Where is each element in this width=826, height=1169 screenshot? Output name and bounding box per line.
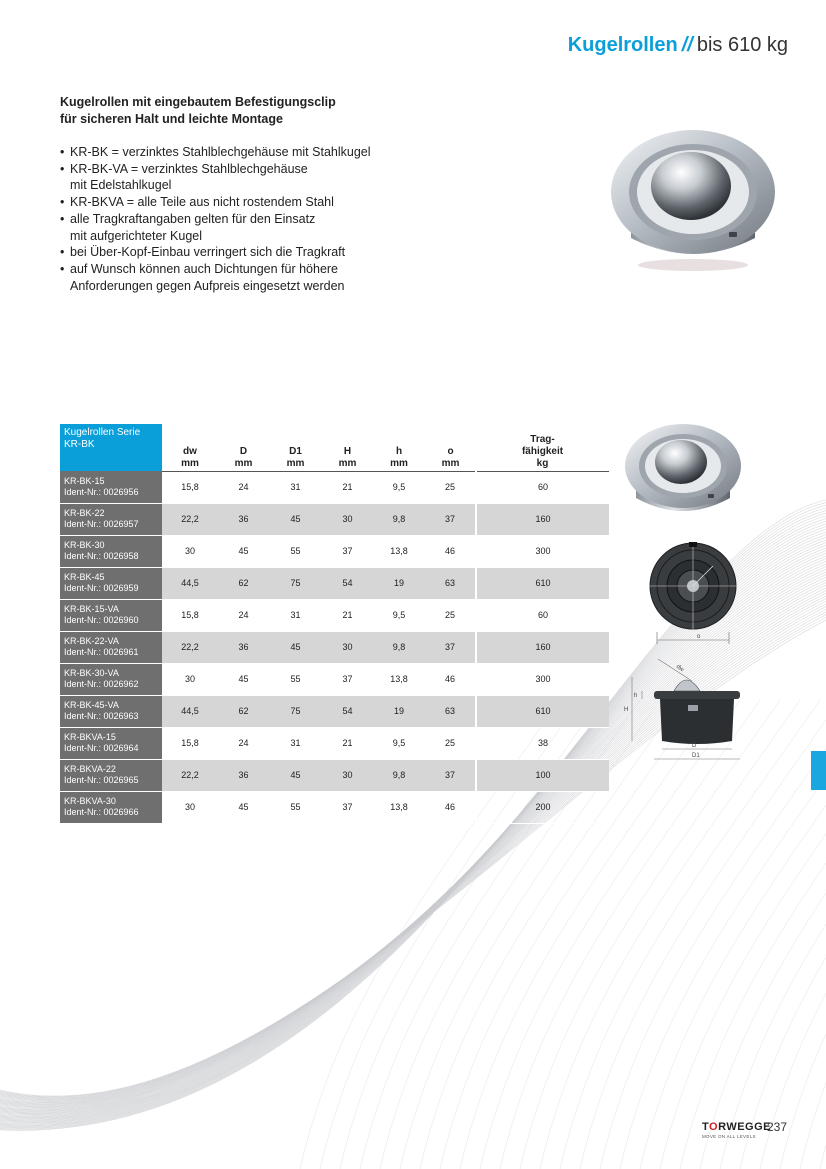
page-title-separator: // — [681, 34, 693, 56]
product-ident-number: Ident-Nr.: 0026963 — [64, 711, 139, 721]
value-cell: 30 — [162, 535, 218, 567]
product-cell — [60, 791, 162, 823]
value-cell: 31 — [269, 727, 322, 759]
value-cell: 25 — [425, 471, 476, 503]
value-cell: 300 — [476, 535, 609, 567]
column-header-line: mm — [338, 457, 357, 469]
series-label-line: KR-BK — [64, 439, 95, 450]
feature-list-item — [60, 211, 400, 244]
product-ident-number: Ident-Nr.: 0026965 — [64, 775, 139, 785]
feature-list-item — [60, 261, 400, 294]
column-header-line: D — [239, 445, 248, 457]
value-cell: 15,8 — [162, 599, 218, 631]
value-cell: 9,5 — [373, 727, 425, 759]
product-cell — [60, 471, 162, 503]
value-cell: 36 — [218, 503, 269, 535]
value-cell: 37 — [425, 759, 476, 791]
product-name: KR-BK-22 — [64, 508, 105, 518]
page-title-sub: bis 610 kg — [696, 34, 788, 56]
column-header — [476, 424, 609, 471]
column-header-line: h — [395, 445, 403, 457]
product-name: KR-BKVA-30 — [64, 796, 116, 806]
product-name: KR-BKVA-22 — [64, 764, 116, 774]
technical-drawing-side-view — [622, 655, 752, 767]
dimension-label-h: h — [634, 693, 638, 699]
column-header-line: mm — [286, 457, 305, 469]
product-ident-number: Ident-Nr.: 0026966 — [64, 807, 139, 817]
product-ident-number: Ident-Nr.: 0026960 — [64, 615, 139, 625]
value-cell: 44,5 — [162, 695, 218, 727]
value-cell: 75 — [269, 695, 322, 727]
page-title — [568, 34, 788, 57]
dimension-label-D1: D1 — [692, 753, 700, 759]
column-header-line: o — [447, 445, 454, 457]
value-cell: 62 — [218, 567, 269, 599]
value-cell: 60 — [476, 599, 609, 631]
specification-table — [60, 424, 609, 824]
value-cell: 30 — [322, 631, 373, 663]
value-cell: 25 — [425, 727, 476, 759]
feature-list-item-line: • bei Über-Kopf-Einbau verringert sich die Tragkraft — [70, 245, 346, 260]
value-cell: 610 — [476, 695, 609, 727]
product-cell — [60, 663, 162, 695]
brand-tagline: MOVE ON ALL LEVELS — [702, 1134, 756, 1139]
ball-transfer-unit-thumbnail — [622, 420, 744, 522]
page-title-main: Kugelrollen — [567, 34, 678, 56]
feature-list-item-line: • alle Tragkraftangaben gelten für den Einsatz — [70, 211, 316, 226]
table-row — [60, 535, 609, 567]
dimension-label-dw: dw — [674, 663, 685, 674]
brand-wordmark-part: RWEGGE — [718, 1121, 772, 1133]
column-header — [322, 424, 373, 471]
column-header — [269, 424, 322, 471]
value-cell: 21 — [322, 471, 373, 503]
value-cell: 45 — [218, 791, 269, 823]
value-cell: 22,2 — [162, 759, 218, 791]
table-row — [60, 471, 609, 503]
product-ident-number: Ident-Nr.: 0026958 — [64, 551, 139, 561]
value-cell: 24 — [218, 471, 269, 503]
value-cell: 46 — [425, 535, 476, 567]
column-header-line: kg — [536, 457, 549, 469]
chapter-marker-tab — [811, 751, 826, 790]
value-cell: 21 — [322, 599, 373, 631]
intro-headline — [60, 94, 400, 128]
column-header-line: mm — [390, 457, 408, 469]
product-ident-number: Ident-Nr.: 0026961 — [64, 647, 139, 657]
value-cell: 31 — [269, 471, 322, 503]
table-row — [60, 695, 609, 727]
table-header-row — [60, 424, 609, 471]
value-cell: 37 — [322, 535, 373, 567]
value-cell: 30 — [162, 663, 218, 695]
value-cell: 62 — [218, 695, 269, 727]
product-name: KR-BK-30 — [64, 540, 105, 550]
product-cell — [60, 695, 162, 727]
column-header-line: fähigkeit — [521, 445, 564, 457]
column-header-line: H — [343, 445, 352, 457]
table-row — [60, 727, 609, 759]
value-cell: 38 — [476, 727, 609, 759]
value-cell: 610 — [476, 567, 609, 599]
value-cell: 45 — [269, 759, 322, 791]
value-cell: 37 — [425, 631, 476, 663]
product-name: KR-BK-15 — [64, 475, 105, 486]
product-cell — [60, 631, 162, 663]
column-header — [373, 424, 425, 471]
product-cell — [60, 759, 162, 791]
column-header-line: Trag- — [530, 433, 555, 445]
dimension-label-o: o — [697, 634, 701, 640]
feature-list-item-line: • KR-BK-VA = verzinktes Stahlblechgehäuse — [70, 161, 308, 176]
value-cell: 31 — [269, 599, 322, 631]
series-label — [60, 424, 162, 471]
feature-list-item-line: Anforderungen gegen Aufpreis eingesetzt werden — [70, 278, 345, 293]
feature-list-item-line: • KR-BK = verzinktes Stahlblechgehäuse mit Stahlkugel — [70, 145, 371, 159]
column-header — [218, 424, 269, 471]
value-cell: 160 — [476, 631, 609, 663]
feature-list-item-line: mit Edelstahlkugel — [70, 178, 172, 193]
value-cell: 37 — [322, 791, 373, 823]
product-cell — [60, 535, 162, 567]
table-body — [60, 471, 609, 823]
product-name: KR-BKVA-15 — [64, 732, 116, 742]
value-cell: 22,2 — [162, 631, 218, 663]
value-cell: 45 — [269, 631, 322, 663]
table-row — [60, 631, 609, 663]
technical-drawing-bottom-view — [645, 540, 745, 650]
product-ident-number: Ident-Nr.: 0026956 — [64, 486, 139, 497]
value-cell: 160 — [476, 503, 609, 535]
value-cell: 100 — [476, 759, 609, 791]
value-cell: 63 — [425, 695, 476, 727]
value-cell: 300 — [476, 663, 609, 695]
brand-wordmark — [702, 1121, 771, 1133]
product-ident-number: Ident-Nr.: 0026959 — [64, 583, 139, 593]
value-cell: 55 — [269, 663, 322, 695]
product-cell — [60, 727, 162, 759]
value-cell: 9,8 — [373, 759, 425, 791]
brand-wordmark-part: T — [702, 1121, 710, 1133]
value-cell: 55 — [269, 791, 322, 823]
value-cell: 13,8 — [373, 535, 425, 567]
value-cell: 54 — [322, 695, 373, 727]
series-label-line: Kugelrollen Serie — [64, 427, 141, 438]
value-cell: 9,8 — [373, 503, 425, 535]
value-cell: 24 — [218, 599, 269, 631]
table-row — [60, 599, 609, 631]
table-row — [60, 791, 609, 823]
intro-headline-line: für sicheren Halt und leichte Montage — [60, 112, 283, 126]
ball-transfer-unit-photo — [603, 120, 781, 278]
table-row — [60, 663, 609, 695]
table-row — [60, 503, 609, 535]
value-cell: 54 — [322, 567, 373, 599]
intro-headline-line: Kugelrollen mit eingebautem Befestigungsclip — [60, 95, 336, 109]
value-cell: 21 — [322, 727, 373, 759]
dimension-label-D: D — [692, 743, 697, 749]
value-cell: 15,8 — [162, 727, 218, 759]
value-cell: 15,8 — [162, 471, 218, 503]
product-name: KR-BK-15-VA — [64, 604, 119, 614]
value-cell: 63 — [425, 567, 476, 599]
product-ident-number: Ident-Nr.: 0026964 — [64, 743, 139, 753]
feature-list-item — [60, 244, 400, 261]
value-cell: 13,8 — [373, 663, 425, 695]
product-cell — [60, 503, 162, 535]
value-cell: 30 — [162, 791, 218, 823]
feature-list-item-line: mit aufgerichteter Kugel — [70, 228, 203, 243]
value-cell: 25 — [425, 599, 476, 631]
table-row — [60, 759, 609, 791]
value-cell: 37 — [322, 663, 373, 695]
column-header — [425, 424, 476, 471]
value-cell: 19 — [373, 567, 425, 599]
feature-list-item-line: • auf Wunsch können auch Dichtungen für höhere — [70, 261, 339, 276]
value-cell: 9,5 — [373, 471, 425, 503]
value-cell: 36 — [218, 631, 269, 663]
value-cell: 46 — [425, 791, 476, 823]
feature-list-item — [60, 194, 400, 211]
value-cell: 55 — [269, 535, 322, 567]
product-name: KR-BK-45-VA — [64, 700, 119, 710]
brand-wordmark-accent: O — [709, 1121, 719, 1133]
column-header — [162, 424, 218, 471]
value-cell: 9,8 — [373, 631, 425, 663]
feature-list — [60, 144, 400, 294]
value-cell: 60 — [476, 471, 609, 503]
value-cell: 44,5 — [162, 567, 218, 599]
column-header-line: mm — [234, 457, 253, 469]
page-number: 237 — [767, 1120, 788, 1134]
value-cell: 30 — [322, 759, 373, 791]
value-cell: 13,8 — [373, 791, 425, 823]
column-header-line: mm — [441, 457, 460, 469]
product-ident-number: Ident-Nr.: 0026957 — [64, 519, 139, 529]
product-name: KR-BK-45 — [64, 572, 105, 582]
value-cell: 22,2 — [162, 503, 218, 535]
column-header-line: mm — [181, 457, 199, 469]
product-name: KR-BK-30-VA — [64, 668, 119, 678]
table-row — [60, 567, 609, 599]
value-cell: 37 — [425, 503, 476, 535]
value-cell: 36 — [218, 759, 269, 791]
product-cell — [60, 599, 162, 631]
value-cell: 46 — [425, 663, 476, 695]
product-cell — [60, 567, 162, 599]
value-cell: 30 — [322, 503, 373, 535]
value-cell: 45 — [269, 503, 322, 535]
feature-list-item — [60, 161, 400, 194]
product-ident-number: Ident-Nr.: 0026962 — [64, 679, 139, 689]
value-cell: 19 — [373, 695, 425, 727]
feature-list-item — [60, 144, 400, 161]
value-cell: 45 — [218, 535, 269, 567]
column-header-line: dw — [183, 445, 197, 457]
value-cell: 45 — [218, 663, 269, 695]
intro-section — [60, 94, 400, 294]
product-name: KR-BK-22-VA — [64, 636, 119, 646]
column-header-line: D1 — [289, 445, 302, 457]
value-cell: 24 — [218, 727, 269, 759]
dimension-label-H: H — [624, 707, 629, 713]
value-cell: 200 — [476, 791, 609, 823]
feature-list-item-line: • KR-BKVA = alle Teile aus nicht rostendem Stahl — [70, 195, 334, 210]
brand-logo — [702, 1121, 771, 1139]
value-cell: 9,5 — [373, 599, 425, 631]
value-cell: 75 — [269, 567, 322, 599]
